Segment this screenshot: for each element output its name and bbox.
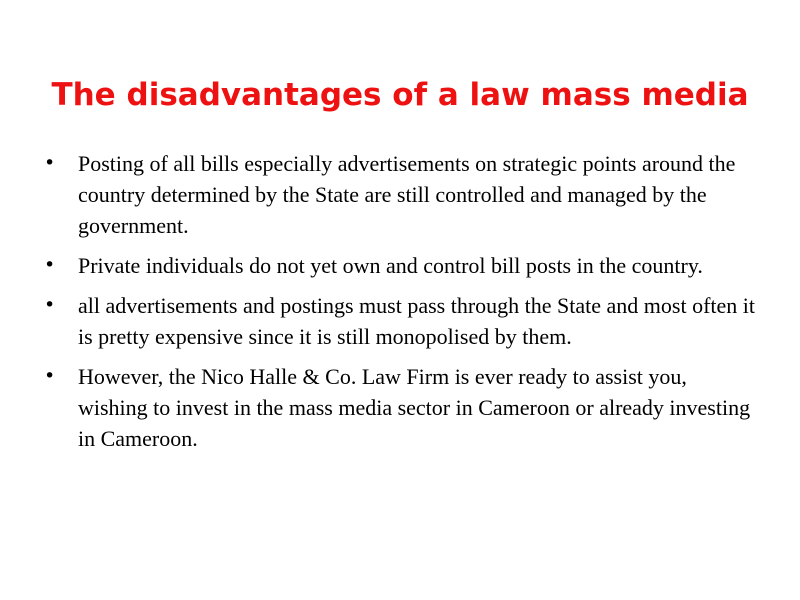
bullet-icon: • — [44, 254, 56, 276]
bullet-icon: • — [44, 152, 56, 174]
bullet-icon: • — [44, 365, 56, 387]
bullet-item — [44, 361, 760, 454]
bullet-text: all advertisements and postings must pass through the State and most often it is pretty expensive since it is still monopolised by them. — [78, 293, 756, 349]
slide-title: The disadvantages of a law mass media — [51, 76, 749, 113]
bullet-text: Private individuals do not yet own and control bill posts in the country. — [78, 253, 703, 278]
bullet-item — [44, 148, 760, 241]
bullet-item — [44, 290, 760, 352]
bullet-list — [44, 148, 760, 463]
bullet-text: Posting of all bills especially advertisements on strategic points around the country determined by the State are still controlled and managed by the government. — [78, 151, 736, 238]
bullet-text: However, the Nico Halle & Co. Law Firm is ever ready to assist you, wishing to invest in the mass media sector in Cameroon or already investing in Cameroon. — [78, 364, 751, 451]
bullet-item — [44, 250, 760, 281]
bullet-icon: • — [44, 294, 56, 316]
